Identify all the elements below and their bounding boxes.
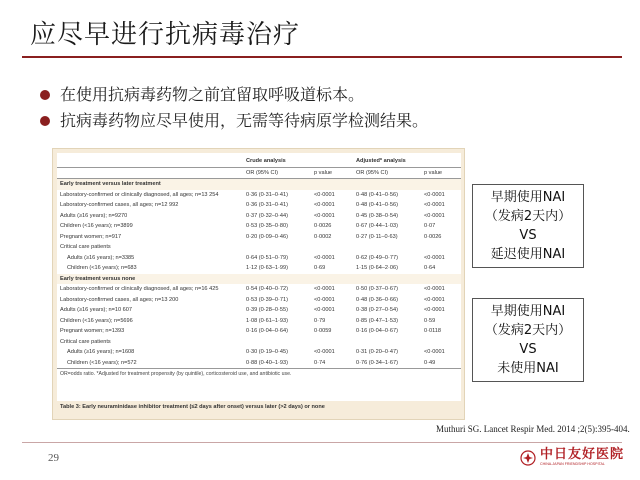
row-label: Children (<16 years); n=683 <box>67 265 137 271</box>
adjusted-p-cell: 0·64 <box>424 265 436 271</box>
comparison-line: 延迟使用NAI <box>490 247 566 262</box>
comparison-line: VS <box>519 342 537 357</box>
crude-or-cell: 0·39 (0·28–0·55) <box>246 307 288 313</box>
adjusted-p-cell: <0·0001 <box>424 254 445 261</box>
table-row <box>57 358 461 369</box>
crude-or-cell: 0·53 (0·35–0·80) <box>246 223 288 229</box>
crude-or-cell: 0·30 (0·19–0·45) <box>246 349 288 355</box>
comparison-line: （发病2天内） <box>484 323 572 338</box>
table-row <box>57 305 461 316</box>
column-header: p value <box>421 167 461 179</box>
logo-name-cn: 中日友好医院 <box>540 447 625 462</box>
adjusted-or-cell: 1·15 (0·64–2·06) <box>356 265 398 271</box>
row-label: Laboratory-confirmed or clinically diagnosed, all ages; n=16 425 <box>60 286 219 292</box>
crude-or-cell: 0·36 (0·31–0·41) <box>246 191 288 198</box>
crude-p-cell: 0·74 <box>314 359 326 366</box>
crude-p-cell: 0·79 <box>314 317 326 324</box>
adjusted-p-cell <box>421 337 461 348</box>
adjusted-p-cell: 0·07 <box>424 223 436 229</box>
crude-p-cell: <0·0001 <box>314 296 335 303</box>
row-label: Children (<16 years); n=572 <box>67 359 137 366</box>
table-row <box>57 200 461 211</box>
row-label: Adults (≥16 years); n=9270 <box>60 212 128 219</box>
crude-or-cell <box>243 242 311 253</box>
adjusted-p-cell: 0·49 <box>424 359 436 366</box>
group-header-row <box>57 153 461 167</box>
hospital-logo <box>520 448 624 467</box>
adjusted-or-cell: 0·27 (0·11–0·63) <box>356 233 398 240</box>
adjusted-or-cell: 0·45 (0·38–0·54) <box>356 212 398 219</box>
comparison-box-early-vs-later <box>472 184 584 268</box>
adjusted-p-cell: <0·0001 <box>424 286 445 292</box>
bullet-text: 在使用抗病毒药物之前宜留取呼吸道标本。 <box>60 85 365 104</box>
crude-or-cell: 1·08 (0·61–1·93) <box>246 317 288 324</box>
crude-p-cell: <0·0001 <box>314 307 335 313</box>
crude-or-cell: 0·37 (0·32–0·44) <box>246 212 288 219</box>
row-label: Pregnant women; n=1393 <box>60 328 125 334</box>
crude-p-cell: <0·0001 <box>314 212 335 219</box>
table-row <box>57 295 461 306</box>
title-divider <box>22 56 622 58</box>
crude-p-cell: 0·0026 <box>314 223 332 229</box>
adjusted-p-cell: 0·59 <box>424 317 436 324</box>
hospital-emblem-icon <box>520 450 536 466</box>
crude-p-cell: <0·0001 <box>314 286 335 292</box>
table-row <box>57 263 461 274</box>
table-body <box>57 179 461 380</box>
adjusted-p-cell: <0·0001 <box>424 307 445 313</box>
table-section-header <box>57 179 461 190</box>
row-label: Laboratory-confirmed cases, all ages; n=13 200 <box>60 296 179 303</box>
row-label: Adults (≥16 years); n=10 607 <box>60 307 132 313</box>
bullet-list <box>40 82 620 134</box>
comparison-line: （发病2天内） <box>484 209 572 224</box>
blank-header <box>57 153 243 167</box>
row-label: Critical care patients <box>60 338 111 345</box>
table-section-header <box>57 274 461 285</box>
adjusted-or-cell: 0·48 (0·36–0·66) <box>356 296 398 303</box>
crude-p-cell: <0·0001 <box>314 254 335 261</box>
adjusted-or-cell: 0·48 (0·41–0·56) <box>356 191 398 198</box>
bullet-dot-icon <box>40 116 50 126</box>
adjusted-p-cell: <0·0001 <box>424 296 445 303</box>
section-title: Early treatment versus later treatment <box>57 179 461 190</box>
row-label: Laboratory-confirmed cases, all ages; n=12 992 <box>60 202 179 208</box>
adjusted-or-cell: 0·67 (0·44–1·03) <box>356 223 398 229</box>
table-row <box>57 211 461 222</box>
results-table <box>57 153 461 380</box>
row-label: Laboratory-confirmed or clinically diagnosed, all ages; n=13 254 <box>60 191 219 198</box>
adjusted-or-cell <box>353 242 421 253</box>
study-table-figure <box>52 148 465 420</box>
logo-name-en: CHINA-JAPAN FRIENDSHIP HOSPITAL <box>540 462 605 466</box>
column-header: OR (95% CI) <box>353 167 421 179</box>
section-title: Early treatment versus none <box>57 274 461 285</box>
crude-or-cell: 0·53 (0·39–0·71) <box>246 296 288 303</box>
bullet-item <box>40 82 620 108</box>
citation: Muthuri SG. Lancet Respir Med. 2014 ;2(5):395-404. <box>436 424 630 434</box>
adjusted-or-cell: 0·62 (0·49–0·77) <box>356 254 398 261</box>
table-row <box>57 190 461 201</box>
table-row <box>57 284 461 295</box>
table-row <box>57 316 461 327</box>
adjusted-or-cell <box>353 337 421 348</box>
adjusted-or-cell: 0·48 (0·41–0·56) <box>356 202 398 208</box>
crude-p-cell: 0·69 <box>314 265 326 271</box>
adjusted-or-cell: 0·50 (0·37–0·67) <box>356 286 398 292</box>
adjusted-p-cell: <0·0001 <box>424 191 445 198</box>
footer-divider <box>22 442 622 443</box>
crude-or-cell <box>243 337 311 348</box>
crude-or-cell: 1·12 (0·63–1·99) <box>246 265 288 271</box>
page-number: 29 <box>48 452 59 464</box>
table-row <box>57 221 461 232</box>
crude-p-cell: <0·0001 <box>314 349 335 355</box>
row-label: Adults (≥16 years); n=1608 <box>67 349 135 355</box>
bullet-text: 抗病毒药物应尽早使用，无需等待病原学检测结果。 <box>60 111 429 130</box>
crude-or-cell: 0·36 (0·31–0·41) <box>246 202 288 208</box>
crude-analysis-header: Crude analysis <box>243 153 353 167</box>
row-label: Children (<16 years); n=5696 <box>60 317 133 324</box>
adjusted-or-cell: 0·76 (0·34–1·67) <box>356 359 398 366</box>
column-header-row <box>57 167 461 179</box>
adjusted-or-cell: 0·16 (0·04–0·67) <box>356 328 398 334</box>
adjusted-p-cell <box>421 242 461 253</box>
comparison-box-early-vs-none <box>472 298 584 382</box>
adjusted-p-cell: 0·0026 <box>424 233 442 240</box>
bullet-item <box>40 108 620 134</box>
crude-or-cell: 0·88 (0·40–1·93) <box>246 359 288 366</box>
column-header: OR (95% CI) <box>243 167 311 179</box>
crude-p-cell: 0·0002 <box>314 233 332 240</box>
study-table-panel <box>57 153 461 401</box>
crude-p-cell <box>311 337 353 348</box>
table-row <box>57 253 461 264</box>
bullet-dot-icon <box>40 90 50 100</box>
adjusted-p-cell: 0·0118 <box>424 328 442 334</box>
row-label: Critical care patients <box>60 244 111 250</box>
adjusted-or-cell: 0·38 (0·27–0·54) <box>356 307 398 313</box>
adjusted-or-cell: 0·31 (0·20–0·47) <box>356 349 398 355</box>
crude-p-cell: <0·0001 <box>314 202 335 208</box>
table-row <box>57 326 461 337</box>
comparison-line: 未使用NAI <box>497 361 559 376</box>
table-row <box>57 337 461 348</box>
table-row <box>57 232 461 243</box>
slide-title: 应尽早进行抗病毒治疗 <box>30 20 301 50</box>
crude-or-cell: 0·54 (0·40–0·72) <box>246 286 288 292</box>
row-label: Children (<16 years); n=3899 <box>60 223 133 229</box>
table-row <box>57 242 461 253</box>
crude-p-cell: <0·0001 <box>314 191 335 198</box>
crude-or-cell: 0·20 (0·09–0·46) <box>246 233 288 240</box>
adjusted-or-cell: 0·85 (0·47–1·53) <box>356 317 398 324</box>
abbreviation-row <box>57 369 461 380</box>
abbreviation-note: OR=odds ratio. *Adjusted for treatment propensity (by quintile), corticosteroid use, and antibiotic use. <box>57 369 461 380</box>
table-caption: Table 3: Early neuraminidase inhibitor treatment (≤2 days after onset) versus later (>2 days) or none <box>57 401 461 419</box>
comparison-line: 早期使用NAI <box>490 304 566 319</box>
table-row <box>57 347 461 358</box>
crude-p-cell: 0·0059 <box>314 328 332 334</box>
row-label: Adults (≥16 years); n=3385 <box>67 254 135 261</box>
crude-or-cell: 0·16 (0·04–0·64) <box>246 328 288 334</box>
adjusted-p-cell: <0·0001 <box>424 202 445 208</box>
column-header: p value <box>311 167 353 179</box>
blank-header <box>57 167 243 179</box>
crude-or-cell: 0·64 (0·51–0·79) <box>246 254 288 261</box>
row-label: Pregnant women; n=917 <box>60 233 122 240</box>
adjusted-p-cell: <0·0001 <box>424 349 445 355</box>
crude-p-cell <box>311 242 353 253</box>
adjusted-p-cell: <0·0001 <box>424 212 445 219</box>
comparison-line: VS <box>519 228 537 243</box>
adjusted-analysis-header: Adjusted* analysis <box>353 153 461 167</box>
comparison-line: 早期使用NAI <box>490 190 566 205</box>
